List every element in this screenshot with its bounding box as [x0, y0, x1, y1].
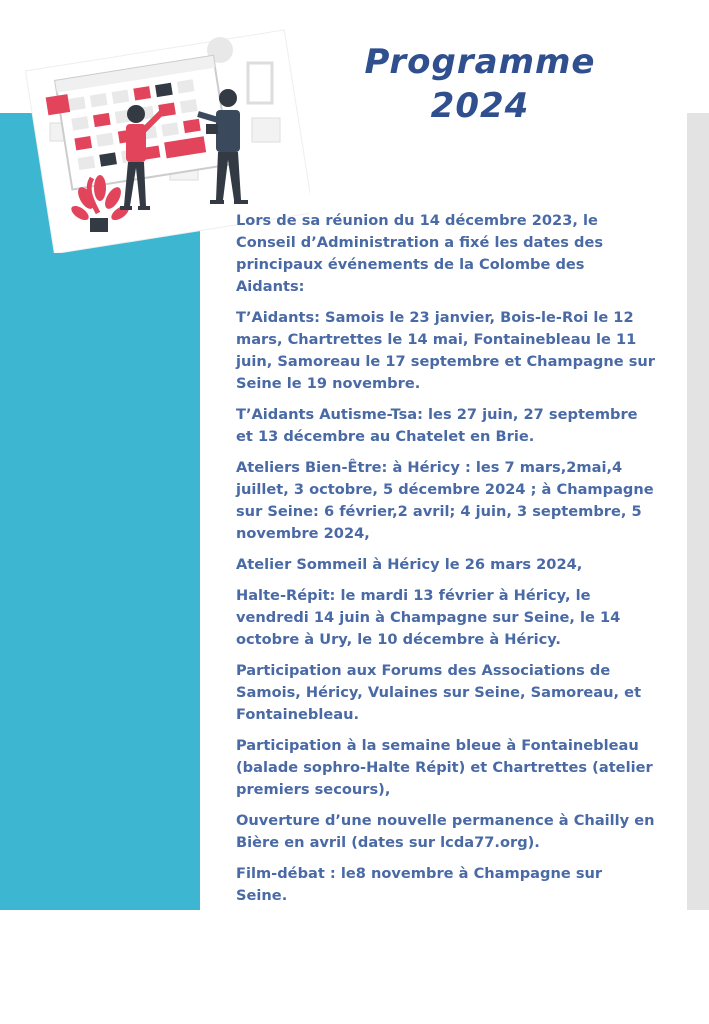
paragraph-forums: Participation aux Forums des Associations de Samois, Héricy, Vulaines sur Seine, Samoreau, et Fontainebleau. — [236, 662, 642, 723]
paragraph-film-debat: Film-débat : le8 novembre à Champagne sur Seine. — [236, 865, 603, 904]
paragraph-taidants: T’Aidants: Samois le 23 janvier, Bois-le-Roi le 12 mars, Chartrettes le 14 mai, Fontainebleau le 11 juin, Samoreau le 17 septembre et Champagne sur Seine le 19 novembre. — [236, 309, 656, 392]
grey-side-strip — [687, 113, 709, 910]
paragraph-taidants-autisme: T’Aidants Autisme-Tsa: les 27 juin, 27 septembre et 13 décembre au Chatelet en Brie. — [236, 406, 638, 445]
paragraph-semaine-bleue: Participation à la semaine bleue à Fontainebleau (balade sophro-Halte Répit) et Chartrettes (atelier premiers secours), — [236, 737, 653, 798]
paragraph-halte-repit: Halte-Répit: le mardi 13 février à Héricy, le vendredi 14 juin à Champagne sur Seine, le 14 octobre à Ury, le 10 décembre à Héricy. — [236, 587, 621, 648]
paragraph-ateliers-bien-etre: Ateliers Bien-Être: à Héricy : les 7 mars,2mai,4 juillet, 3 octobre, 5 décembre 2024 ; à Champagne sur Seine: 6 février,2 avril; 4 juin, 3 septembre, 5 novembre 2024, — [236, 459, 654, 542]
page-title — [330, 40, 630, 128]
program-text — [236, 210, 656, 916]
paragraph-permanence: Ouverture d’une nouvelle permanence à Chailly en Bière en avril (dates sur lcda77.org). — [236, 812, 655, 851]
paragraph-intro: Lors de sa réunion du 14 décembre 2023, le Conseil d’Administration a fixé les dates des principaux événements de la Colombe des Aidants: — [236, 212, 604, 295]
title-line-2: 2024 — [430, 86, 530, 126]
paragraph-atelier-sommeil: Atelier Sommeil à Héricy le 26 mars 2024, — [236, 556, 583, 573]
title-line-1: Programme — [364, 42, 596, 82]
